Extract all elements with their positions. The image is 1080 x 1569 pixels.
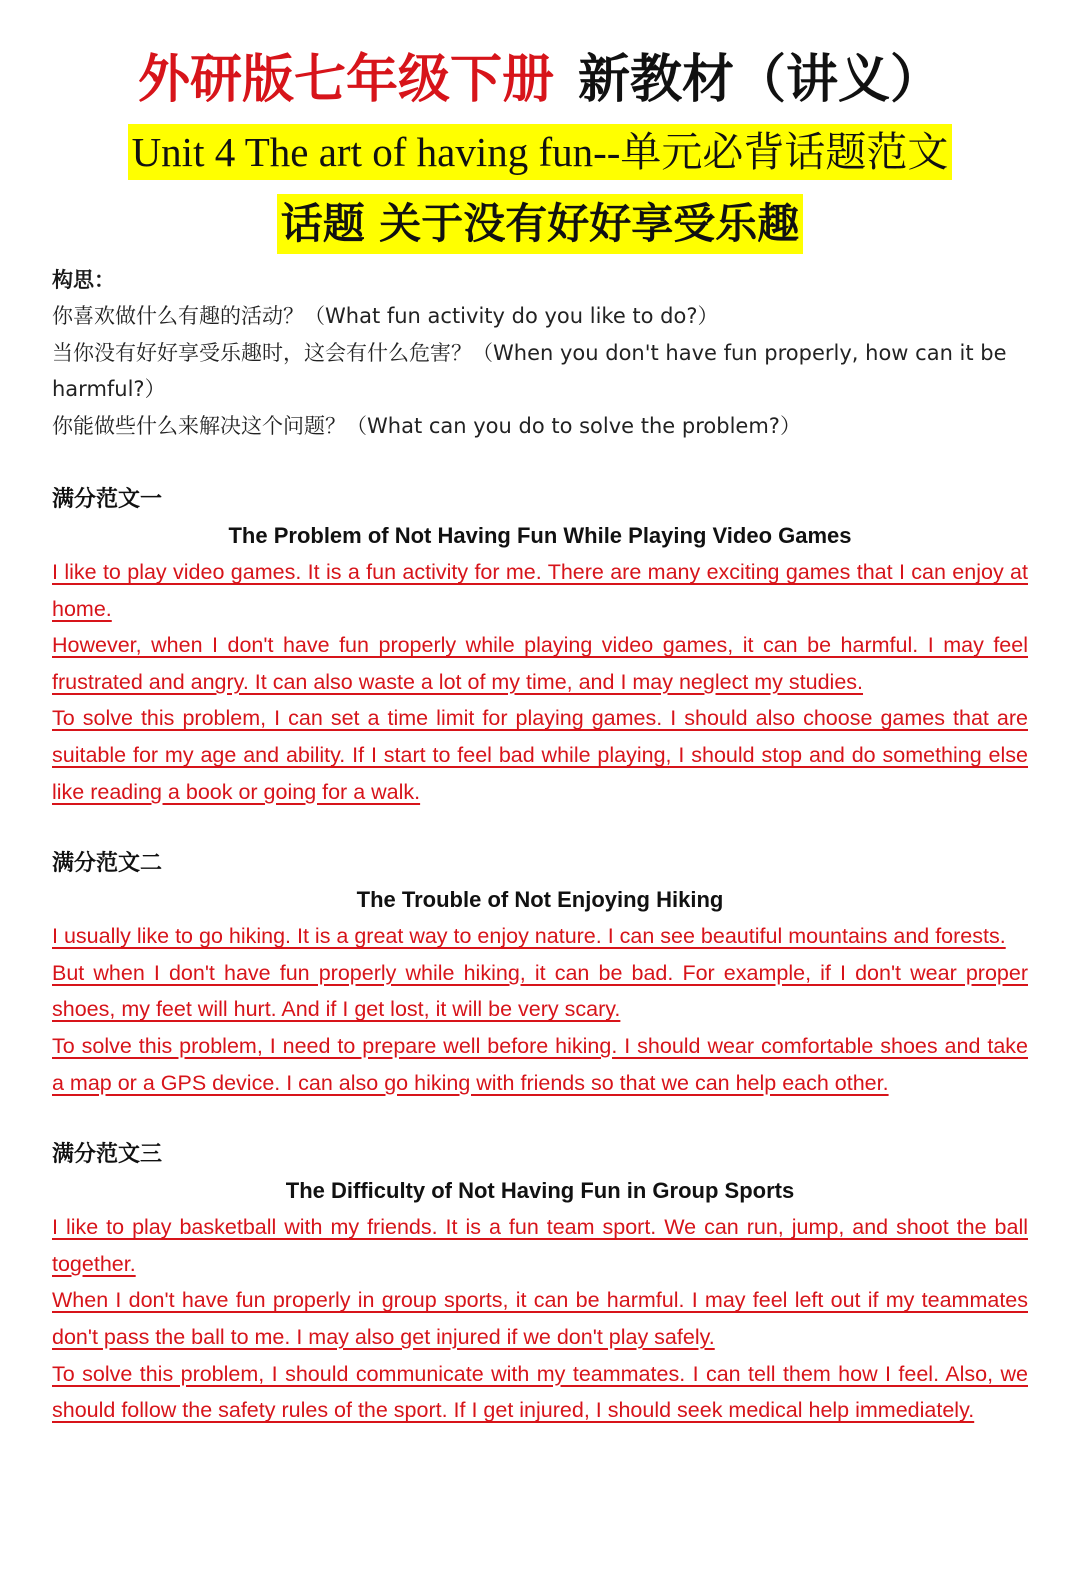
essay-paragraph: When I don't have fun properly in group sports, it can be harmful. I may feel left out if my teammates don't pass the ball to me. I may also get injured if we don't play safely.	[52, 1288, 1028, 1349]
outline-question: 你能做些什么来解决这个问题？（What can you do to solve the problem?）	[52, 413, 801, 438]
document-title	[0, 44, 1080, 116]
topic-heading: 话题 关于没有好好享受乐趣	[277, 194, 804, 254]
essay-label: 满分范文三	[52, 1142, 163, 1168]
unit-subtitle-row	[0, 124, 1080, 180]
title-grade: 外研版七年级下册	[137, 49, 554, 110]
essay-section-2	[52, 846, 1028, 1101]
outline-question: 你喜欢做什么有趣的活动？（What fun activity do you like to do?）	[52, 304, 719, 328]
outline-section	[52, 262, 1028, 444]
essay-paragraph: To solve this problem, I can set a time limit for playing games. I should also choose games that are suitable for my age and ability. If I start to feel bad while playing, I should stop and do something else like reading a book or going for a walk.	[52, 706, 1028, 804]
essay-paragraph: However, when I don't have fun properly while playing video games, it can be harmful. I may feel frustrated and angry. It can also waste a lot of my time, and I may neglect my studies.	[52, 633, 1028, 694]
outline-heading: 构思：	[52, 268, 115, 292]
essay-section-3	[52, 1137, 1028, 1429]
essay-paragraph: To solve this problem, I need to prepare well before hiking. I should wear comfortable shoes and take a map or a GPS device. I can also go hiking with friends so that we can help each other.	[52, 1033, 1028, 1095]
title-material: 新教材（讲义）	[578, 49, 943, 110]
outline-question: 当你没有好好享受乐趣时，这会有什么危害？（When you don't have fun properly, how can it be harmful?）	[52, 340, 1007, 401]
essay-paragraph: I usually like to go hiking. It is a great way to enjoy nature. I can see beautiful mountains and forests.	[52, 924, 1006, 949]
essay-label: 满分范文一	[52, 487, 163, 512]
essay-title: The Problem of Not Having Fun While Playing Video Games	[228, 523, 852, 548]
essay-title: The Difficulty of Not Having Fun in Group Sports	[285, 1178, 795, 1204]
essay-paragraph: I like to play video games. It is a fun activity for me. There are many exciting games that I can enjoy at home.	[52, 560, 1028, 621]
topic-row	[0, 194, 1080, 254]
essay-paragraph: To solve this problem, I should communicate with my teammates. I can tell them how I feel. Also, we should follow the safety rules of the sport. If I get injured, I should seek medical help immediately.	[52, 1361, 1028, 1423]
unit-subtitle: Unit 4 The art of having fun--单元必背话题范文	[128, 124, 953, 180]
essay-section-1	[52, 482, 1028, 810]
essay-title: The Trouble of Not Enjoying Hiking	[356, 887, 724, 913]
document-body	[52, 262, 1028, 1429]
essay-paragraph: But when I don't have fun properly while hiking, it can be bad. For example, if I don't wear proper shoes, my feet will hurt. And if I get lost, it will be very scary.	[52, 960, 1028, 1022]
essay-label: 满分范文二	[52, 851, 163, 877]
essay-paragraph: I like to play basketball with my friends. It is a fun team sport. We can run, jump, and shoot the ball together.	[52, 1215, 1028, 1276]
